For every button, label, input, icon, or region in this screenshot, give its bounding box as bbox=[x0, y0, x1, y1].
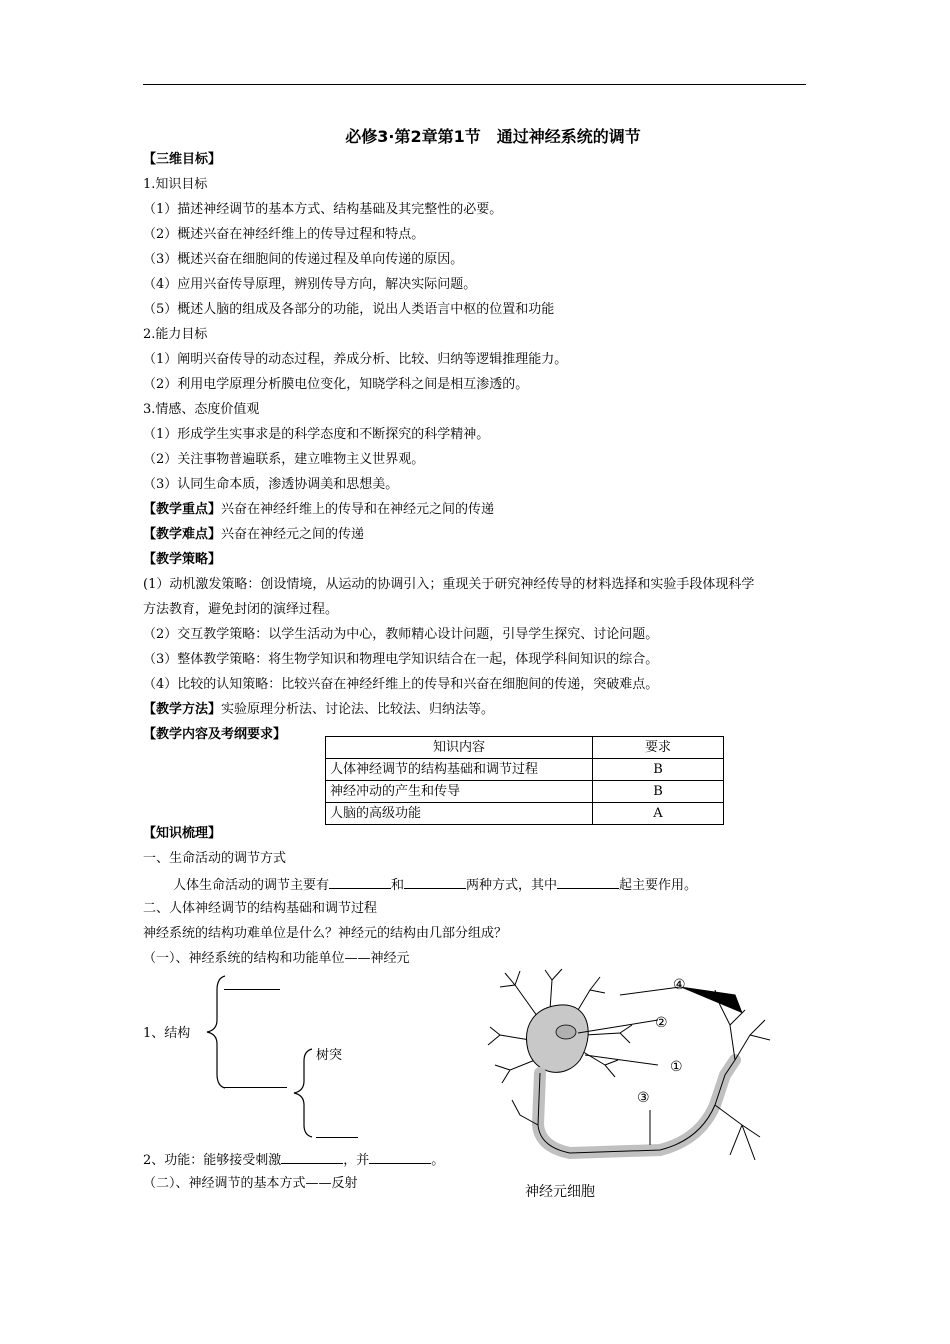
function-fill-in: 2、功能：能够接受刺激 ，并 。 bbox=[143, 1150, 444, 1170]
table-cell: B bbox=[593, 759, 724, 781]
difficulty-text: 兴奋在神经元之间的传递 bbox=[221, 527, 365, 542]
content-heading: 【教学内容及考纲要求】 bbox=[143, 727, 287, 742]
strategy-item: （2）交互教学策略：以学生活动为中心，教师精心设计问题，引导学生探究、讨论问题。 bbox=[143, 627, 659, 642]
subsection-1-title: （一）、神经系统的结构和功能单位——神经元 bbox=[143, 951, 410, 966]
strategy-heading: 【教学策略】 bbox=[143, 552, 222, 567]
neuron-diagram bbox=[480, 965, 780, 1175]
review-heading: 【知识梳理】 bbox=[143, 826, 222, 841]
knowledge-item: （4）应用兴奋传导原理，辨别传导方向，解决实际问题。 bbox=[143, 277, 477, 292]
table-cell: 人体神经调节的结构基础和调节过程 bbox=[326, 759, 593, 781]
emotion-item: （1）形成学生实事求是的科学态度和不断探究的科学精神。 bbox=[143, 427, 490, 442]
ability-item: （2）利用电学原理分析膜电位变化，知晓学科之间是相互渗透的。 bbox=[143, 377, 529, 392]
table-cell: 人脑的高级功能 bbox=[326, 803, 593, 825]
ability-title: 2.能力目标 bbox=[143, 327, 208, 342]
method bbox=[143, 701, 494, 719]
table-header: 要求 bbox=[593, 737, 724, 759]
knowledge-item: （3）概述兴奋在细胞间的传递过程及单向传递的原因。 bbox=[143, 252, 464, 267]
page-title: 必修3·第2章第1节 通过神经系统的调节 bbox=[345, 127, 641, 146]
key-point bbox=[143, 501, 494, 519]
knowledge-title: 1.知识目标 bbox=[143, 177, 208, 192]
section-2-question: 神经系统的结构功难单位是什么？神经元的结构由几部分组成？ bbox=[143, 926, 508, 941]
ability-item: （1）阐明兴奋传导的动态过程，养成分析、比较、归纳等逻辑推理能力。 bbox=[143, 352, 568, 367]
label-2: ② bbox=[655, 1015, 668, 1031]
table-row bbox=[326, 803, 724, 825]
label-leaders bbox=[578, 987, 742, 1145]
key-point-label: 【教学重点】 bbox=[143, 502, 222, 517]
cell-body bbox=[527, 1005, 589, 1072]
knowledge-item: （5）概述人脑的组成及各部分的功能，说出人类语言中枢的位置和功能 bbox=[143, 302, 555, 317]
section-1-title: 一、生命活动的调节方式 bbox=[143, 851, 287, 866]
structure-blank-3[interactable] bbox=[316, 1137, 358, 1138]
answer-blank[interactable] bbox=[369, 1150, 431, 1164]
section-2-title: 二、人体神经调节的结构基础和调节过程 bbox=[143, 901, 378, 916]
strategy-item: （3）整体教学策略：将生物学知识和物理电学知识结合在一起，体现学科间知识的综合。 bbox=[143, 652, 659, 667]
difficulty bbox=[143, 526, 364, 544]
answer-blank[interactable] bbox=[329, 875, 391, 889]
emotion-item: （2）关注事物普遍联系，建立唯物主义世界观。 bbox=[143, 452, 425, 467]
axon bbox=[538, 1060, 735, 1153]
requirements-table bbox=[325, 736, 724, 825]
axon-outline bbox=[538, 1060, 735, 1153]
structure-blank-1[interactable] bbox=[224, 989, 280, 990]
label-4: ④ bbox=[673, 977, 686, 993]
dendrite-label: 树突 bbox=[316, 1048, 343, 1063]
key-point-text: 兴奋在神经纤维上的传导和在神经元之间的传递 bbox=[221, 502, 495, 517]
label-1: ① bbox=[670, 1059, 683, 1075]
process-brace bbox=[290, 1047, 316, 1139]
table-cell: A bbox=[593, 803, 724, 825]
difficulty-label: 【教学难点】 bbox=[143, 527, 222, 542]
answer-blank[interactable] bbox=[281, 1150, 343, 1164]
structure-blank-2[interactable] bbox=[224, 1087, 287, 1088]
table-cell: 神经冲动的产生和传导 bbox=[326, 781, 593, 803]
section-1-fill-in: 人体生命活动的调节主要有 和 两种方式，其中 起主要作用。 bbox=[173, 875, 697, 895]
emotion-item: （3）认同生命本质，渗透协调美和思想美。 bbox=[143, 477, 399, 492]
table-row bbox=[326, 781, 724, 803]
goals-heading: 【三维目标】 bbox=[143, 152, 222, 167]
strategy-line: (1）动机激发策略：创设情境，从运动的协调引入；重现关于研究神经传导的材料选择和实验手段体现科学 bbox=[143, 577, 755, 592]
table-header-row bbox=[326, 737, 724, 759]
knowledge-item: （2）概述兴奋在神经纤维上的传导过程和特点。 bbox=[143, 227, 425, 242]
answer-blank[interactable] bbox=[557, 875, 619, 889]
knowledge-item: （1）描述神经调节的基本方式、结构基础及其完整性的必要。 bbox=[143, 202, 503, 217]
figure-caption: 神经元细胞 bbox=[525, 1184, 595, 1200]
structure-brace bbox=[203, 974, 233, 1090]
strategy-line-cont: 方法教育，避免封闭的演绎过程。 bbox=[143, 602, 339, 617]
table-row bbox=[326, 759, 724, 781]
subsection-2-title: （二）、神经调节的基本方式——反射 bbox=[143, 1176, 358, 1191]
answer-blank[interactable] bbox=[404, 875, 466, 889]
emotion-title: 3.情感、态度价值观 bbox=[143, 402, 260, 417]
strategy-item: （4）比较的认知策略：比较兴奋在神经纤维上的传导和兴奋在细胞间的传递，突破难点。 bbox=[143, 677, 659, 692]
nucleus bbox=[556, 1025, 576, 1039]
method-label: 【教学方法】 bbox=[143, 702, 222, 717]
label-3: ③ bbox=[637, 1090, 650, 1106]
table-header: 知识内容 bbox=[326, 737, 593, 759]
table-cell: B bbox=[593, 781, 724, 803]
header-rule bbox=[143, 84, 806, 85]
method-text: 实验原理分析法、讨论法、比较法、归纳法等。 bbox=[221, 702, 495, 717]
structure-label: 1、结构 bbox=[143, 1026, 191, 1041]
